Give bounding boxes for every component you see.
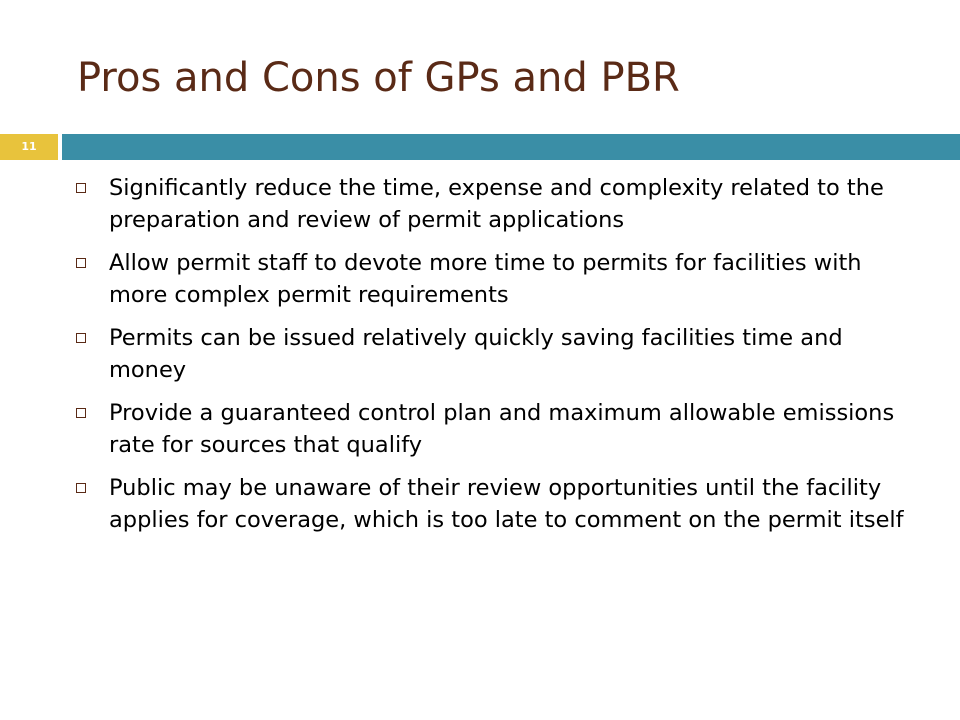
title-rule-bar bbox=[62, 134, 960, 160]
bullet-item bbox=[76, 172, 906, 236]
hollow-square-bullet-icon bbox=[76, 258, 86, 268]
hollow-square-bullet-icon bbox=[76, 333, 86, 343]
bullet-item bbox=[76, 397, 906, 461]
slide-title: Pros and Cons of GPs and PBR bbox=[77, 55, 680, 101]
bullet-item bbox=[76, 322, 906, 386]
hollow-square-bullet-icon bbox=[76, 408, 86, 418]
hollow-square-bullet-icon bbox=[76, 483, 86, 493]
hollow-square-bullet-icon bbox=[76, 183, 86, 193]
bullet-text: Provide a guaranteed control plan and maximum allowable emissions rate for sources that qualify bbox=[109, 400, 895, 458]
bullet-text: Public may be unaware of their review opportunities until the facility applies for coverage, which is too late to comment on the permit itself bbox=[109, 475, 904, 533]
bullet-text: Permits can be issued relatively quickly saving facilities time and money bbox=[109, 325, 843, 383]
bullet-text: Significantly reduce the time, expense and complexity related to the preparation and review of permit applications bbox=[109, 175, 884, 233]
bullet-item bbox=[76, 472, 906, 536]
bullet-list bbox=[76, 172, 906, 547]
slide-number: 11 bbox=[0, 134, 58, 160]
bullet-text: Allow permit staff to devote more time to permits for facilities with more complex permit requirements bbox=[109, 250, 862, 308]
bullet-item bbox=[76, 247, 906, 311]
